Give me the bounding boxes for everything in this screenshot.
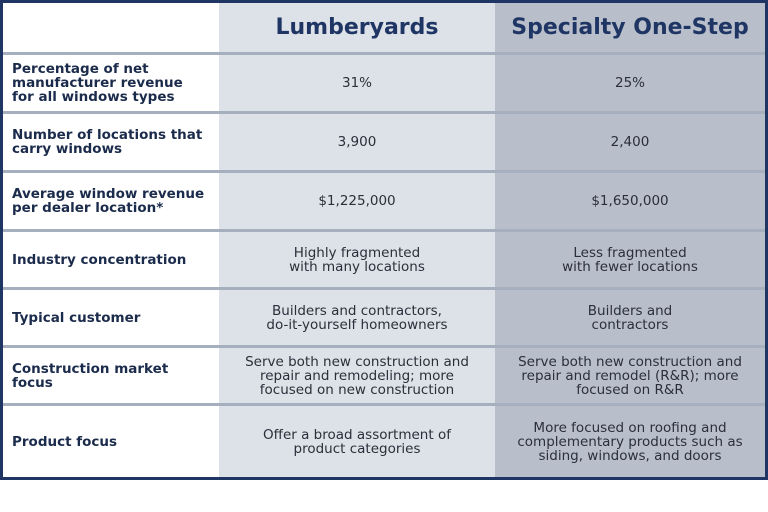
specialty-value: 25%: [495, 55, 765, 114]
row-label: Average window revenue per dealer location*: [3, 173, 219, 232]
lumberyards-value: Highly fragmented with many locations: [219, 232, 495, 290]
row-label: Construction market focus: [3, 348, 219, 406]
row-label: Percentage of net manufacturer revenue for all windows types: [3, 55, 219, 114]
lumberyards-value: 3,900: [219, 114, 495, 173]
lumberyards-value: $1,225,000: [219, 173, 495, 232]
lumberyards-value: Serve both new construction and repair and remodeling; more focused on new construction: [219, 348, 495, 406]
header-lumberyards: Lumberyards: [219, 3, 495, 55]
lumberyards-value: Builders and contractors, do-it-yourself homeowners: [219, 290, 495, 348]
specialty-value: More focused on roofing and complementary products such as siding, windows, and doors: [495, 406, 765, 477]
comparison-table: [3, 3, 765, 477]
header-specialty-one-step: Specialty One-Step: [495, 3, 765, 55]
header-empty-cell: [3, 3, 219, 55]
lumberyards-value: Offer a broad assortment of product categories: [219, 406, 495, 477]
row-label: Number of locations that carry windows: [3, 114, 219, 173]
specialty-value: $1,650,000: [495, 173, 765, 232]
row-label: Industry concentration: [3, 232, 219, 290]
lumberyards-value: 31%: [219, 55, 495, 114]
row-label: Typical customer: [3, 290, 219, 348]
specialty-value: Less fragmented with fewer locations: [495, 232, 765, 290]
specialty-value: Builders and contractors: [495, 290, 765, 348]
row-label: Product focus: [3, 406, 219, 477]
specialty-value: Serve both new construction and repair and remodel (R&R); more focused on R&R: [495, 348, 765, 406]
specialty-value: 2,400: [495, 114, 765, 173]
